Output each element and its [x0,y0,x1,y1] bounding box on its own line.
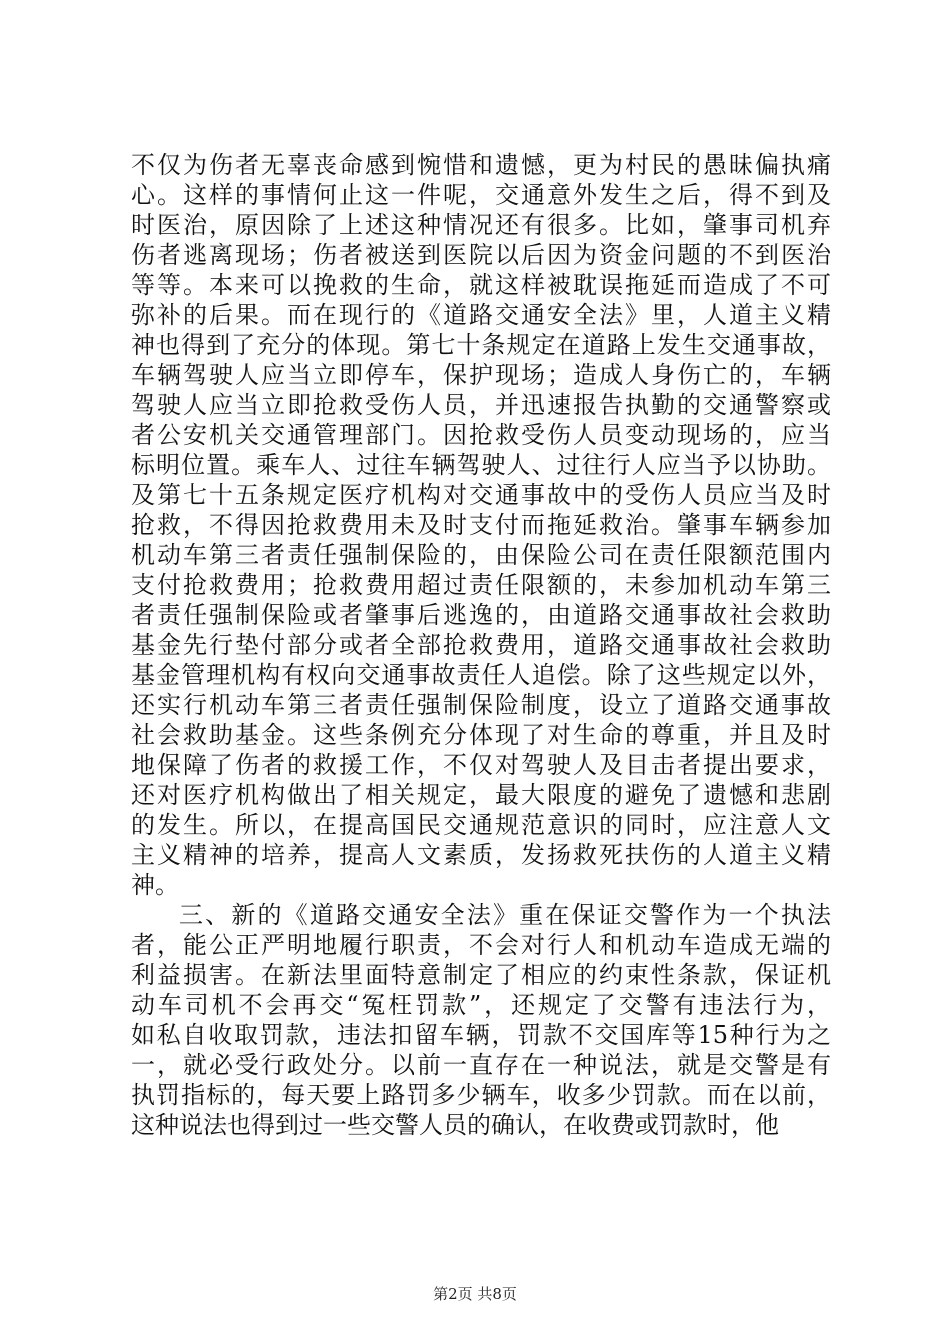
text-line: 这种说法也得到过一些交警人员的确认，在收费或罚款时，他 [131,1111,779,1139]
text-line: 者，能公正严明地履行职责，不会对行人和机动车造成无端的 [131,931,831,959]
paragraph-2 [131,900,831,1140]
text-line: 抢救，不得因抢救费用未及时支付而拖延救治。肇事车辆参加 [131,511,831,539]
text-line: 时医治，原因除了上述这种情况还有很多。比如，肇事司机弃 [131,211,831,239]
text-line: 弥补的后果。而在现行的《道路交通安全法》里，人道主义精 [131,301,831,329]
text-line: 一，就必受行政处分。以前一直存在一种说法，就是交警是有 [131,1051,831,1079]
text-line: 还对医疗机构做出了相关规定，最大限度的避免了遗憾和悲剧 [131,781,831,809]
text-line: 利益损害。在新法里面特意制定了相应的约束性条款，保证机 [131,961,831,989]
text-line: 心。这样的事情何止这一件呢，交通意外发生之后，得不到及 [131,181,831,209]
paragraph-1 [131,150,831,900]
text-line: 三、新的《道路交通安全法》重在保证交警作为一个执法 [179,901,831,929]
text-line: 支付抢救费用；抢救费用超过责任限额的，未参加机动车第三 [131,571,831,599]
text-line: 基金先行垫付部分或者全部抢救费用，道路交通事故社会救助 [131,631,831,659]
text-line: 社会救助基金。这些条例充分体现了对生命的尊重，并且及时 [131,721,831,749]
text-line: 不仅为伤者无辜丧命感到惋惜和遗憾，更为村民的愚昧偏执痛 [131,151,831,179]
text-line: 者公安机关交通管理部门。因抢救受伤人员变动现场的，应当 [131,421,831,449]
text-line: 基金管理机构有权向交通事故责任人追偿。除了这些规定以外， [131,661,831,689]
text-line: 神也得到了充分的体现。第七十条规定在道路上发生交通事故， [131,331,831,359]
text-line: 及第七十五条规定医疗机构对交通事故中的受伤人员应当及时 [131,481,831,509]
text-line: 还实行机动车第三者责任强制保险制度，设立了道路交通事故 [131,691,831,719]
text-line: 地保障了伤者的救援工作，不仅对驾驶人及目击者提出要求， [131,751,831,779]
text-line: 的发生。所以，在提高国民交通规范意识的同时，应注意人文 [131,811,831,839]
text-line: 车辆驾驶人应当立即停车，保护现场；造成人身伤亡的，车辆 [131,361,831,389]
text-line: 者责任强制保险或者肇事后逃逸的，由道路交通事故社会救助 [131,601,831,629]
page-footer: 第2页 共8页 [433,1285,517,1303]
text-line: 神。 [131,871,179,899]
text-line: 机动车第三者责任强制保险的，由保险公司在责任限额范围内 [131,541,831,569]
text-line: 如私自收取罚款，违法扣留车辆，罚款不交国库等15种行为之 [131,1021,831,1049]
text-line: 等等。本来可以挽救的生命，就这样被耽误拖延而造成了不可 [131,271,831,299]
text-line: 标明位置。乘车人、过往车辆驾驶人、过往行人应当予以协助。 [131,451,831,479]
text-line: 伤者逃离现场；伤者被送到医院以后因为资金问题的不到医治 [131,241,831,269]
text-line: 驾驶人应当立即抢救受伤人员，并迅速报告执勤的交通警察或 [131,391,831,419]
text-line: 执罚指标的，每天要上路罚多少辆车，收多少罚款。而在以前， [131,1081,831,1109]
text-line: 动车司机不会再交“冤枉罚款”，还规定了交警有违法行为， [131,991,831,1019]
document-body [131,150,831,1140]
text-line: 主义精神的培养，提高人文素质，发扬救死扶伤的人道主义精 [131,841,831,869]
